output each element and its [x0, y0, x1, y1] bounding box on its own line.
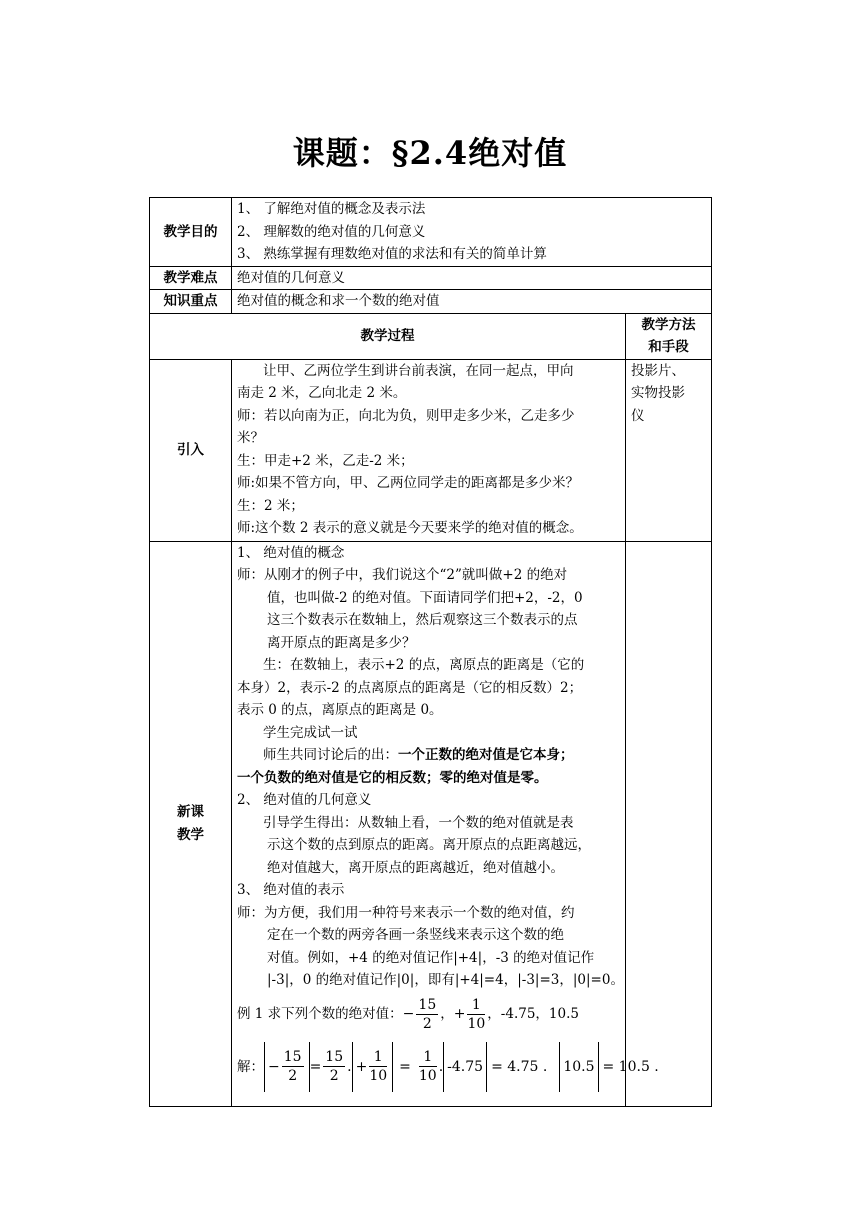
goal-content	[232, 198, 712, 267]
numerator: 15	[283, 1049, 302, 1065]
new-lesson-method	[626, 541, 712, 1106]
new-lesson-label-line: 新课	[177, 804, 204, 820]
solution-prefix: 解：	[237, 1058, 264, 1075]
result: = 10.5 .	[602, 1058, 659, 1075]
lesson-plan-table	[149, 197, 712, 1107]
section-title: 1、 绝对值的概念	[237, 544, 345, 561]
dot: .	[438, 1058, 444, 1075]
minus-sign: −	[268, 1058, 280, 1075]
new-lesson-content	[232, 541, 659, 1106]
intro-row	[150, 359, 712, 541]
section-title: 3、 绝对值的表示	[237, 882, 345, 898]
conclusion-line	[237, 744, 620, 767]
denominator: 2	[288, 1068, 298, 1084]
page-title: 课题：§2.4绝对值	[292, 134, 568, 172]
content-line: 示这个数的点到原点的距离。离开原点的点距离越远，	[267, 837, 591, 853]
denominator: 10	[369, 1068, 388, 1084]
fraction	[282, 1048, 304, 1085]
new-lesson-label	[150, 541, 232, 1106]
example-line	[237, 992, 620, 1036]
new-lesson-row	[150, 541, 712, 1106]
equals-sign: =	[309, 1058, 322, 1075]
goal-label: 教学目的	[150, 198, 232, 267]
intro-line: 米？	[237, 430, 264, 446]
content-line: 定在一个数的两旁各画一条竖线来表示这个数的绝	[267, 927, 564, 943]
method-header-line: 和手段	[648, 339, 689, 355]
content-line: 离开原点的距离是多少？	[267, 634, 416, 651]
conclusion-prefix: 师生共同讨论后的出：	[263, 747, 398, 763]
goal-item: 2、 理解数的绝对值的几何意义	[237, 223, 426, 240]
denominator: 2	[422, 1015, 432, 1032]
content-line: 学生完成试一试	[263, 724, 358, 741]
goal-row	[150, 198, 712, 267]
solution-line	[237, 1042, 659, 1092]
intro-line: 生：2 米；	[237, 497, 304, 514]
denominator: 10	[467, 1015, 486, 1032]
intro-line: 让甲、乙两位学生到讲台前表演，在同一起点，甲向	[263, 362, 574, 379]
fraction	[419, 1048, 437, 1085]
intro-line: 师:这个数 2 表示的意义就是今天要来学的绝对值的概念。	[237, 520, 583, 536]
content-line: 绝对值越大，离开原点的距离越近，绝对值越小。	[267, 859, 564, 876]
intro-method-line: 实物投影	[631, 385, 685, 401]
denominator: 10	[418, 1068, 437, 1084]
denominator: 2	[329, 1068, 339, 1084]
conclusion-bold: 一个正数的绝对值是它本身；	[398, 747, 574, 763]
numerator: 1	[419, 1048, 437, 1067]
intro-method-line: 仪	[631, 407, 645, 424]
intro-content	[232, 359, 626, 541]
absolute-value: 10.5	[559, 1042, 598, 1092]
key-label: 知识重点	[150, 290, 232, 314]
intro-label: 引入	[150, 359, 232, 541]
content-line: 师：为方便，我们用一种符号来表示一个数的绝对值，约	[237, 904, 575, 921]
absolute-value: -4.75	[443, 1042, 487, 1092]
process-header: 教学过程	[150, 313, 626, 359]
fraction	[369, 1048, 387, 1085]
intro-line: 南走 2 米，乙向北走 2 米。	[237, 385, 407, 401]
result: = 4.75 .	[491, 1058, 548, 1075]
absolute-value	[352, 1042, 394, 1092]
numerator: 15	[418, 996, 437, 1013]
separator: ，	[440, 1005, 454, 1022]
plus-sign: +	[355, 1058, 368, 1075]
method-header	[626, 313, 712, 359]
example-prefix: 例 1 求下列个数的绝对值：	[237, 1005, 403, 1022]
new-lesson-label-line: 教学	[177, 826, 204, 843]
content-line: 本身）2，表示-2 的点离原点的距离是（它的相反数）2；	[237, 679, 583, 696]
example-rest: ，-4.75，10.5	[487, 1005, 579, 1022]
fraction	[467, 996, 485, 1033]
fraction	[416, 996, 438, 1033]
section-title: 2、 绝对值的几何意义	[237, 792, 372, 808]
equals-sign: =	[399, 1058, 411, 1075]
method-header-line: 教学方法	[641, 316, 696, 333]
content-line: 对值。例如，+4 的绝对值记作|+4|，-3 的绝对值记作	[267, 949, 595, 966]
key-row	[150, 290, 712, 314]
content-line: 值，也叫做-2 的绝对值。下面请同学们把+2，-2，0	[267, 589, 583, 606]
absolute-value	[264, 1042, 310, 1092]
content-line: 引导学生得出：从数轴上看，一个数的绝对值就是表	[263, 814, 574, 831]
difficulty-text: 绝对值的几何意义	[232, 266, 712, 290]
content-line: 这三个数表示在数轴上，然后观察这三个数表示的点	[267, 612, 578, 628]
goal-item: 1、 了解绝对值的概念及表示法	[237, 201, 426, 217]
conclusion-bold-line: 一个负数的绝对值是它的相反数；零的绝对值是零。	[237, 769, 548, 786]
numerator: 15	[325, 1049, 344, 1065]
content-line: 表示 0 的点，离原点的距离是 0。	[237, 702, 443, 718]
difficulty-row	[150, 266, 712, 290]
process-header-row	[150, 313, 712, 359]
dot: .	[347, 1058, 352, 1075]
minus-sign: −	[402, 1005, 415, 1022]
plus-sign: +	[453, 1005, 466, 1022]
goal-item: 3、 熟练掌握有理数绝对值的求法和有关的简单计算	[237, 246, 547, 262]
content-line: 师：从刚才的例子中，我们说这个“2”就叫做+2 的绝对	[237, 567, 568, 583]
numerator: 1	[369, 1048, 387, 1067]
difficulty-label: 教学难点	[150, 266, 232, 290]
intro-line: 师：若以向南为正，向北为负，则甲走多少米，乙走多少	[237, 407, 575, 424]
intro-method-line: 投影片、	[631, 362, 685, 379]
numerator: 1	[467, 996, 485, 1015]
content-line: 生：在数轴上，表示+2 的点，离原点的距离是（它的	[263, 657, 585, 673]
key-text: 绝对值的概念和求一个数的绝对值	[232, 290, 712, 314]
content-line: |-3|，0 的绝对值记作|0|，即有|+4|=4，|-3|=3，|0|=0。	[267, 972, 624, 988]
intro-method	[626, 359, 712, 541]
fraction	[323, 1048, 345, 1085]
intro-line: 生：甲走+2 米，乙走-2 米；	[237, 452, 414, 469]
intro-line: 师:如果不管方向，甲、乙两位同学走的距离都是多少米？	[237, 475, 580, 491]
